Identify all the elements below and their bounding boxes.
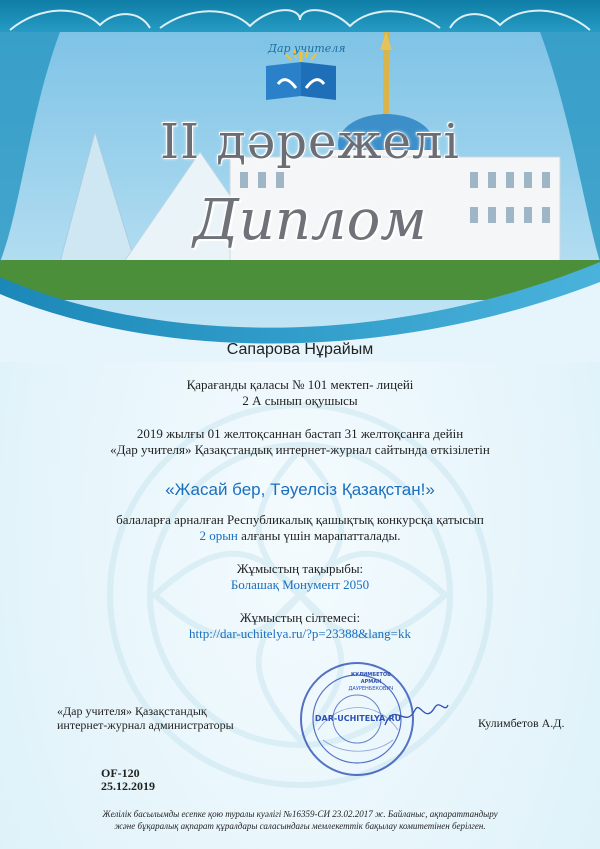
award-place: 2 орын: [199, 528, 238, 543]
recipient-grade: 2 А сынып оқушысы: [242, 393, 358, 408]
stamp-center-text: DAR-UCHITELYA.RU: [314, 714, 402, 723]
signature-icon: [380, 695, 450, 735]
work-link-label: Жұмыстың сілтемесі:: [239, 610, 361, 625]
recipient-school: Қарағанды қаласы № 101 мектеп- лицейі: [186, 377, 414, 392]
award-line: [0, 528, 600, 544]
stamp-name-text: АРМАН: [360, 679, 382, 685]
logo-caption: Дар учителя: [268, 42, 346, 55]
award-suffix: алғаны үшін марапатталады.: [237, 528, 401, 543]
participation-line: балаларға арналған Республикалық қашықтық конкурсқа қатысып: [116, 512, 484, 527]
admin-line-2: интернет-журнал администраторы: [57, 718, 234, 732]
stamp-top-text: КУЛИМБЕТОВ: [351, 672, 391, 678]
degree-title: II дәрежелі: [160, 114, 460, 170]
signer-name: Кулимбетов А.Д.: [478, 716, 565, 730]
footer-line-2: және бұқаралық ақпарат құралдары саласындағы мемлекеттік бақылау комитетінен берілген.: [114, 821, 486, 831]
footer-note: [0, 808, 600, 832]
work-topic-value: Болашақ Монумент 2050: [230, 577, 370, 592]
event-organizer: «Дар учителя» Қазақстандық интернет-журнал сайтында өткізілетін: [110, 442, 490, 457]
work-link[interactable]: http://dar-uchitelya.ru/?p=23388&lang=kk: [189, 626, 411, 641]
admin-signature-block: [57, 704, 234, 732]
document-code: OF-120: [101, 766, 140, 780]
diploma-title: Диплом: [193, 188, 427, 253]
footer-line-1: Желілік басылымды есепке қою туралы куәлігі №16359-СИ 23.02.2017 ж. Байланыс, ақпараттандыру: [102, 809, 498, 819]
work-topic-label: Жұмыстың тақырыбы:: [236, 561, 364, 576]
recipient-name: Сапарова Нұрайым: [226, 341, 374, 358]
stamp-sub-text: ДАУРЕНБЕКОВИЧ: [348, 686, 394, 692]
event-dates: 2019 жылғы 01 желтоқсаннан бастап 31 желтоқсанға дейін: [136, 426, 464, 441]
contest-name: «Жасай бер, Тәуелсіз Қазақстан!»: [165, 480, 435, 499]
document-code-block: [101, 767, 155, 793]
admin-line-1: «Дар учителя» Қазақстандық: [57, 704, 207, 718]
document-date: 25.12.2019: [101, 779, 155, 793]
